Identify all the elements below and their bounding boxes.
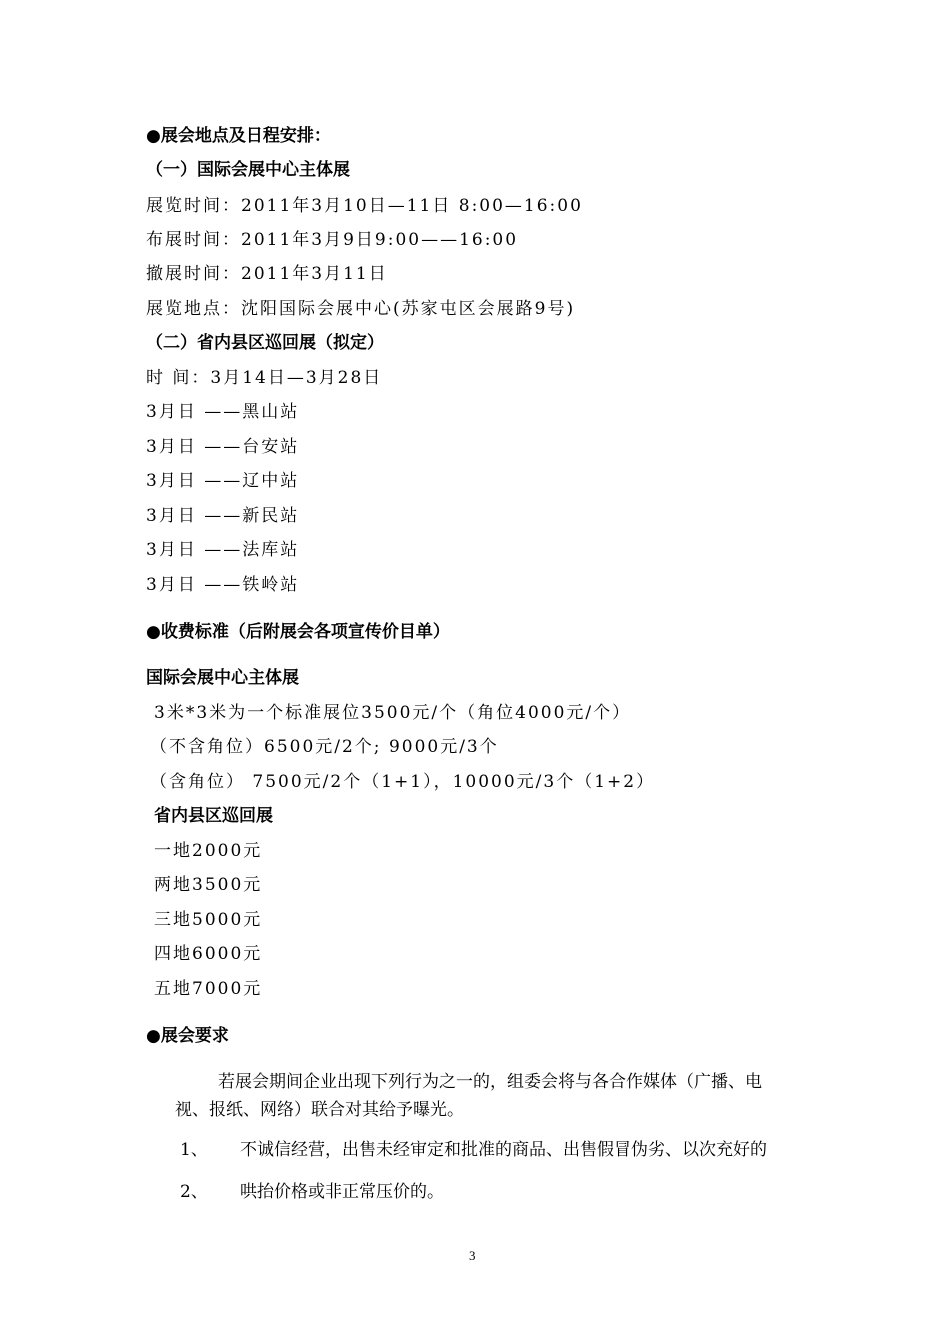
requirements-paragraph-line1: 若展会期间企业出现下列行为之一的，组委会将与各合作媒体（广播、电 xyxy=(218,1072,762,1092)
requirements-paragraph-line2: 视、报纸、网络）联合对其给予曝光。 xyxy=(175,1100,464,1120)
fee-line: 3米*3米为一个标准展位3500元/个（角位4000元/个） xyxy=(154,703,632,723)
tour-fee-line: 一地2000元 xyxy=(154,841,263,861)
fee-line: （不含角位）6500元/2个; 9000元/3个 xyxy=(150,737,499,757)
tour-fee-line: 三地5000元 xyxy=(154,910,263,930)
tour-stop: 3月日 ——台安站 xyxy=(146,437,300,457)
tour-time-line: 时 间：3月14日—3月28日 xyxy=(146,368,383,388)
requirement-item xyxy=(180,1138,767,1162)
tour-stop: 3月日 ——铁岭站 xyxy=(146,575,300,595)
tour-fee-line: 两地3500元 xyxy=(154,875,263,895)
tour-stop: 3月日 ——新民站 xyxy=(146,506,300,526)
section-heading-fees: ●收费标准（后附展会各项宣传价目单） xyxy=(146,622,450,642)
requirement-item-number: 1、 xyxy=(180,1140,208,1160)
tour-stop: 3月日 ——辽中站 xyxy=(146,471,300,491)
requirement-item xyxy=(180,1180,444,1204)
section-heading-requirements: ●展会要求 xyxy=(146,1026,229,1046)
subheading-tour-exhibit: （二）省内县区巡回展（拟定） xyxy=(146,333,384,353)
exhibit-time-line: 展览时间：2011年3月10日—11日 8:00—16:00 xyxy=(146,196,583,216)
tour-stop: 3月日 ——黑山站 xyxy=(146,402,300,422)
subheading-main-exhibit: （一）国际会展中心主体展 xyxy=(146,160,350,180)
page-number: 3 xyxy=(469,1248,476,1263)
requirement-item-text: 不诚信经营，出售未经审定和批准的商品、出售假冒伪劣、以次充好的 xyxy=(240,1140,767,1160)
tour-fee-line: 五地7000元 xyxy=(154,979,263,999)
teardown-time-line: 撤展时间：2011年3月11日 xyxy=(146,264,388,284)
exhibit-location-line: 展览地点：沈阳国际会展中心(苏家屯区会展路9号) xyxy=(146,299,576,319)
tour-fee-line: 四地6000元 xyxy=(154,944,263,964)
section-heading-schedule: ●展会地点及日程安排： xyxy=(146,126,331,146)
subheading-fees-main: 国际会展中心主体展 xyxy=(146,668,299,688)
requirement-item-number: 2、 xyxy=(180,1182,208,1202)
setup-time-line: 布展时间：2011年3月9日9:00——16:00 xyxy=(146,230,519,250)
subheading-fees-tour: 省内县区巡回展 xyxy=(154,806,273,826)
tour-stop: 3月日 ——法库站 xyxy=(146,540,300,560)
fee-line: （含角位） 7500元/2个（1+1），10000元/3个（1+2） xyxy=(150,772,656,792)
requirement-item-text: 哄抬价格或非正常压价的。 xyxy=(240,1182,444,1202)
